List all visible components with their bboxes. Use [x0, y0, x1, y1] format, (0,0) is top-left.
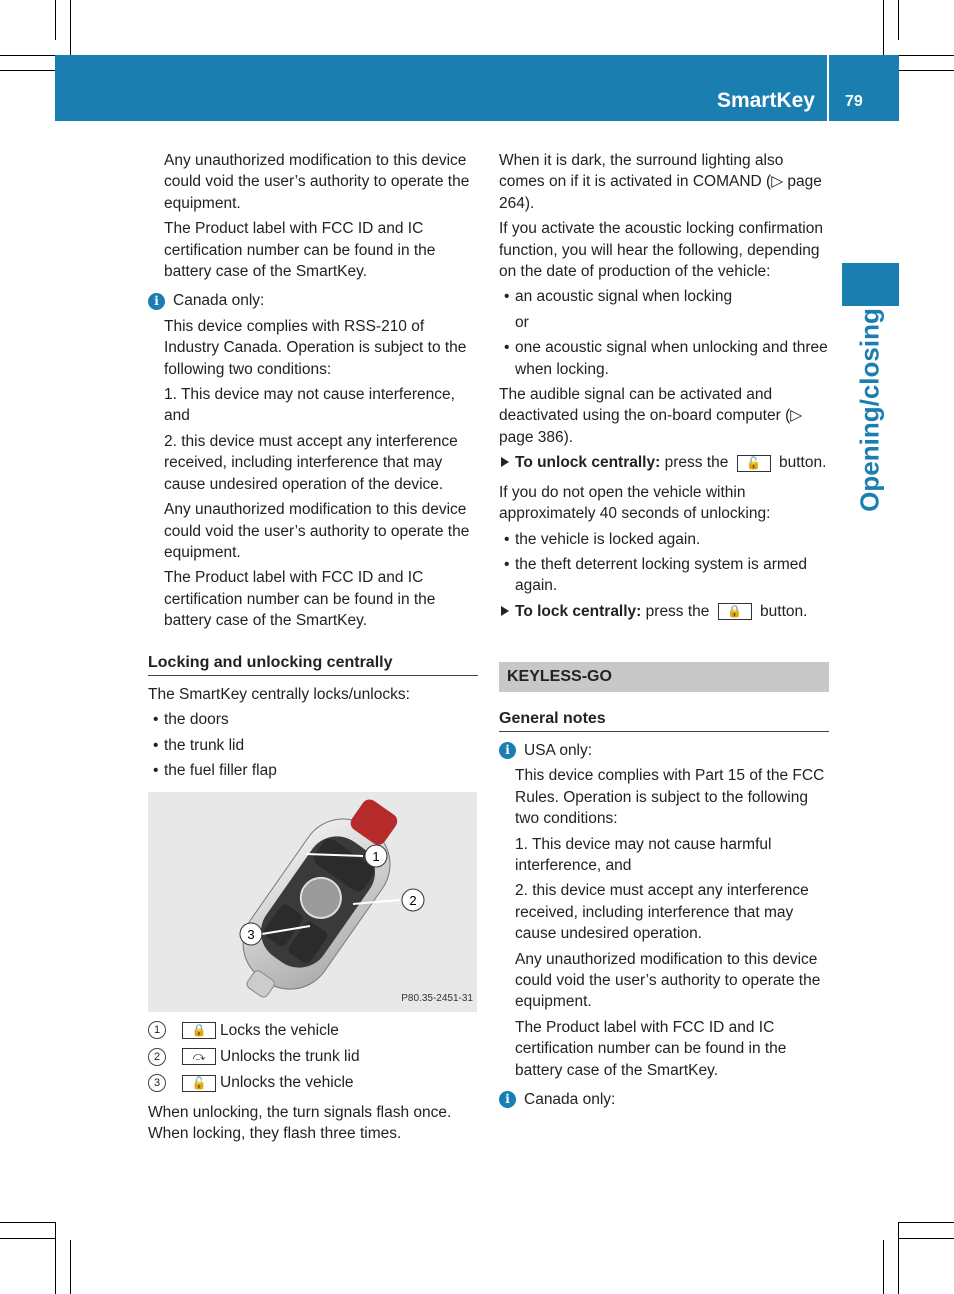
page-number: 79	[845, 93, 863, 110]
left-column	[148, 150, 478, 1149]
paragraph: The Product label with FCC ID and IC certification number can be found in the battery case of the SmartKey.	[164, 220, 436, 281]
list-item: • one acoustic signal when unlocking and three when locking.	[499, 337, 829, 380]
figure-code: P80.35-2451-31	[401, 993, 473, 1005]
crop-mark	[0, 1222, 55, 1223]
list-item: • the trunk lid	[148, 735, 478, 756]
step-text: button.	[760, 602, 808, 620]
crop-mark	[55, 1222, 56, 1294]
paragraph: This device complies with RSS-210 of Industry Canada. Operation is subject to the following two conditions:	[164, 317, 467, 378]
legend-number: 3	[148, 1074, 166, 1092]
legend-item	[148, 1072, 478, 1093]
crop-mark	[899, 1222, 954, 1223]
unlock-icon: 🔓	[182, 1075, 216, 1092]
list-item: • the vehicle is locked again.	[499, 529, 829, 550]
smartkey-figure	[148, 792, 477, 1012]
crop-mark	[0, 1238, 55, 1239]
paragraph: When unlocking, the turn signals flash once. When locking, they flash three times.	[148, 1103, 452, 1143]
legend-number: 2	[148, 1048, 166, 1066]
crop-mark	[883, 0, 884, 55]
page-header	[55, 55, 899, 121]
subsection-heading: General notes	[499, 708, 829, 732]
paragraph: Any unauthorized modification to this device could void the user’s authority to operate the equipment.	[515, 950, 821, 1011]
crop-mark	[0, 55, 55, 56]
step-text: button.	[778, 454, 827, 472]
paragraph: 2. this device must accept any interference received, including interference that may cause undesired operation.	[515, 882, 809, 943]
crop-mark	[899, 1238, 954, 1239]
legend-text: Unlocks the trunk lid	[220, 1047, 360, 1065]
legend-text: Unlocks the vehicle	[220, 1074, 354, 1092]
lock-icon: 🔒	[182, 1022, 216, 1039]
crop-mark	[0, 70, 55, 71]
step-text: press the	[664, 454, 729, 472]
list-item: • the theft deterrent locking system is armed again.	[499, 554, 829, 597]
paragraph: The Product label with FCC ID and IC certification number can be found in the battery case of the SmartKey.	[164, 569, 436, 630]
crop-mark	[899, 55, 954, 56]
crop-mark	[70, 0, 71, 55]
paragraph: 1. This device may not cause interference, and	[164, 386, 455, 425]
paragraph: or	[515, 313, 529, 331]
step-text: press the	[645, 602, 710, 620]
header-divider	[827, 55, 829, 121]
lock-icon: 🔒	[718, 603, 752, 620]
legend-text: Locks the vehicle	[220, 1021, 339, 1039]
info-icon: i	[148, 293, 165, 310]
legend-number: 1	[148, 1021, 166, 1039]
paragraph: If you do not open the vehicle within approximately 40 seconds of unlocking:	[499, 483, 771, 523]
info-icon: i	[499, 1091, 516, 1108]
info-note	[148, 290, 478, 311]
svg-text:2: 2	[409, 892, 417, 908]
paragraph: If you activate the acoustic locking confirmation function, you will hear the following, depending on the date of production of the vehicle:	[499, 220, 823, 281]
paragraph: 1. This device may not cause harmful interference, and	[515, 835, 772, 874]
paragraph: This device complies with Part 15 of the FCC Rules. Operation is subject to the following two conditions:	[515, 767, 825, 828]
crop-mark	[898, 0, 899, 40]
info-label: Canada only:	[173, 292, 265, 310]
crop-mark	[899, 70, 954, 71]
step-label: To lock centrally:	[515, 602, 642, 620]
info-icon: i	[499, 742, 516, 759]
svg-text:1: 1	[372, 848, 380, 864]
legend-item	[148, 1046, 478, 1067]
chapter-label: Opening/closing	[854, 308, 885, 512]
list-item: • the doors	[148, 709, 478, 730]
paragraph: 2. this device must accept any interference received, including interference that may cause undesired operation of the device.	[164, 432, 458, 493]
paragraph: The Product label with FCC ID and IC certification number can be found in the battery case of the SmartKey.	[515, 1018, 787, 1079]
crop-mark	[55, 0, 56, 40]
chapter-tab	[842, 263, 899, 306]
info-label: Canada only:	[524, 1091, 616, 1109]
paragraph: Any unauthorized modification to this device could void the user’s authority to operate the equipment.	[164, 152, 470, 212]
subsection-heading: Locking and unlocking centrally	[148, 652, 478, 676]
section-title: SmartKey	[716, 89, 815, 112]
smartkey-illustration	[148, 792, 477, 1012]
info-note	[499, 740, 829, 761]
list-item: • the fuel filler flap	[148, 760, 478, 781]
right-column	[499, 150, 829, 1114]
paragraph: The SmartKey centrally locks/unlocks:	[148, 685, 410, 703]
step-label: To unlock centrally:	[515, 454, 661, 472]
unlock-icon: 🔓	[737, 455, 771, 472]
list-item: • an acoustic signal when locking	[499, 286, 829, 307]
section-heading: KEYLESS-GO	[499, 662, 829, 691]
paragraph: When it is dark, the surround lighting also comes on if it is activated in COMAND (▷ page 264).	[499, 152, 822, 212]
info-note	[499, 1089, 829, 1110]
action-step	[499, 452, 829, 473]
trunk-icon: ⤼	[182, 1048, 216, 1065]
crop-mark	[883, 1240, 884, 1294]
info-label: USA only:	[524, 741, 593, 759]
crop-mark	[898, 1222, 899, 1294]
svg-text:3: 3	[247, 926, 255, 942]
paragraph: The audible signal can be activated and deactivated using the on-board computer (▷ page 386).	[499, 386, 803, 446]
action-step	[499, 601, 829, 622]
paragraph: Any unauthorized modification to this device could void the user’s authority to operate the equipment.	[164, 501, 470, 561]
crop-mark	[70, 1240, 71, 1294]
legend-item	[148, 1020, 478, 1041]
